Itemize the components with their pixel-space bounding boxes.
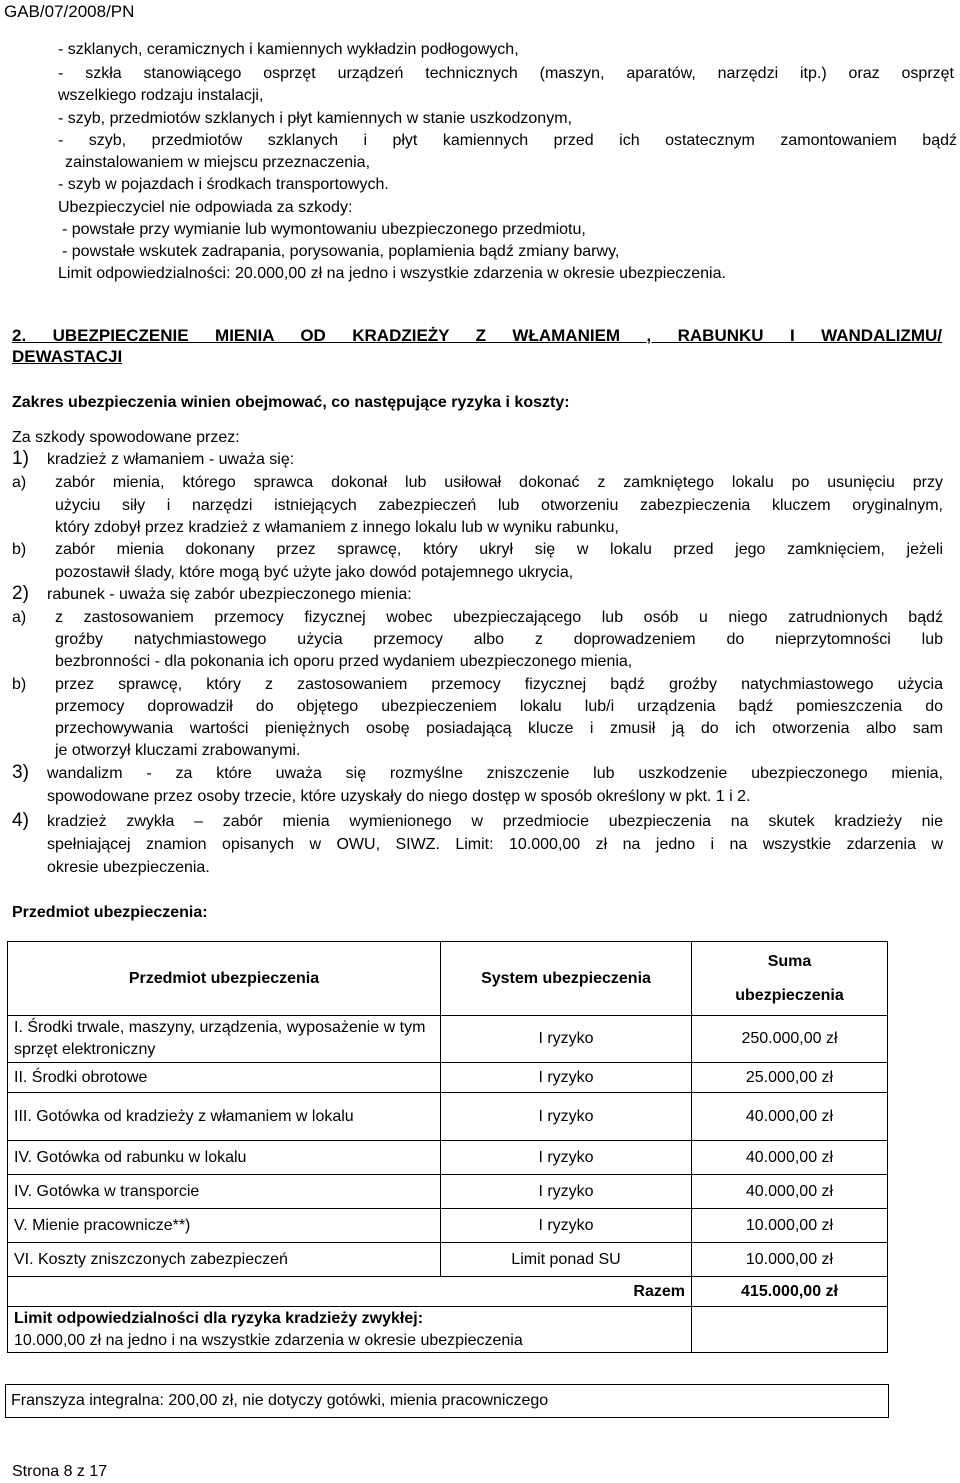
intro-line: zainstalowaniem w miejscu przeznaczenia, bbox=[65, 154, 371, 171]
sub-line: bezbronności - dla pokonania ich oporu przed wydaniem ubezpieczonego mienia, bbox=[55, 653, 633, 670]
row-system: I ryzyko bbox=[441, 1175, 692, 1209]
item-number: 1) bbox=[12, 448, 29, 469]
table-row bbox=[8, 1016, 888, 1063]
intro-line: - szyb, przedmiotów szklanych i płyt kamiennych przed ich ostatecznym zamontowaniem bądź bbox=[58, 132, 957, 149]
sub-letter: b) bbox=[12, 676, 27, 693]
sub-line: użyciu siły i narzędzi istniejących zabezpieczeń lub otworzeniu zabezpieczenia kluczem oryginalnym, bbox=[55, 497, 943, 514]
sub-line: je otworzył kluczami zrabowanymi. bbox=[55, 742, 301, 759]
sub-line: zabór mienia dokonany przez sprawcę, który ukrył się w lokalu przed jego zamknięciem, jeżeli bbox=[55, 541, 943, 558]
intro-line: - powstałe wskutek zadrapania, porysowania, poplamienia bądź zmiany barwy, bbox=[62, 243, 620, 260]
row-sum: 10.000,00 zł bbox=[692, 1243, 888, 1277]
total-value: 415.000,00 zł bbox=[692, 1277, 888, 1307]
intro-line: Ubezpieczyciel nie odpowiada za szkody: bbox=[58, 199, 353, 216]
page-number: Strona 8 z 17 bbox=[12, 1463, 108, 1480]
sub-letter: b) bbox=[12, 541, 27, 558]
table-row bbox=[8, 1209, 888, 1243]
table-total-row bbox=[8, 1277, 888, 1307]
intro-line: Limit odpowiedzialności: 20.000,00 zł na jedno i wszystkie zdarzenia w okresie ubezpieczenia. bbox=[58, 265, 726, 282]
row-item: V. Mienie pracownicze**) bbox=[8, 1209, 441, 1243]
header-sum bbox=[692, 942, 888, 1016]
table-row bbox=[8, 1175, 888, 1209]
sub-line: z zastosowaniem przemocy fizycznej wobec ubezpieczającego lub osób u niego zatrudnionych bądź bbox=[55, 609, 943, 626]
limit-empty-cell bbox=[692, 1307, 888, 1353]
header-item-text: Przedmiot ubezpieczenia bbox=[128, 969, 320, 987]
franchise-text: Franszyza integralna: 200,00 zł, nie dotyczy gotówki, mienia pracowniczego bbox=[11, 1392, 549, 1409]
row-system: I ryzyko bbox=[441, 1209, 692, 1243]
intro-line: wszelkiego rodzaju instalacji, bbox=[58, 87, 264, 104]
sub-line: przez sprawcę, który z zastosowaniem przemocy fizycznej bądź groźby natychmiastowego użycia bbox=[55, 676, 943, 693]
item-line: kradzież zwykła – zabór mienia wymienionego w przedmiocie ubezpieczenia na skutek kradzieży nie bbox=[47, 813, 943, 830]
row-system: Limit ponad SU bbox=[441, 1243, 692, 1277]
franchise-box bbox=[5, 1384, 889, 1418]
row-sum: 10.000,00 zł bbox=[692, 1209, 888, 1243]
row-sum: 25.000,00 zł bbox=[692, 1063, 888, 1093]
intro-line: - szyb w pojazdach i środkach transportowych. bbox=[58, 176, 389, 193]
row-item: IV. Gotówka w transporcie bbox=[8, 1175, 441, 1209]
limit-label: Limit odpowiedzialności dla ryzyka kradzieży zwykłej: bbox=[14, 1309, 424, 1327]
limit-value: 10.000,00 zł na jedno i na wszystkie zdarzenia w okresie ubezpieczenia bbox=[14, 1331, 523, 1349]
row-item: IV. Gotówka od rabunku w lokalu bbox=[8, 1141, 441, 1175]
insurance-table bbox=[7, 941, 888, 1353]
intro-line: - szkła stanowiącego osprzęt urządzeń technicznych (maszyn, aparatów, narzędzi itp.) oraz osprzęt bbox=[58, 65, 954, 82]
item-number: 2) bbox=[12, 583, 29, 604]
sub-letter: a) bbox=[12, 609, 27, 626]
item-title: rabunek - uważa się zabór ubezpieczonego mienia: bbox=[47, 586, 412, 603]
row-item: III. Gotówka od kradzieży z włamaniem w lokalu bbox=[8, 1093, 441, 1141]
total-label: Razem bbox=[8, 1277, 692, 1307]
row-item: I. Środki trwale, maszyny, urządzenia, wyposażenie w tym sprzęt elektroniczny bbox=[8, 1016, 441, 1063]
header-system bbox=[441, 942, 692, 1016]
header-sum-line1: Suma bbox=[767, 952, 812, 970]
table-row bbox=[8, 1141, 888, 1175]
sub-line: przemocy doprowadził do objętego ubezpieczeniem lokalu lub/i urządzenia bądź pomieszczenia do bbox=[55, 698, 943, 715]
intro-line: - powstałe przy wymianie lub wymontowaniu ubezpieczonego przedmiotu, bbox=[62, 221, 586, 238]
section-heading-cont: DEWASTACJI bbox=[12, 347, 123, 366]
row-sum: 40.000,00 zł bbox=[692, 1141, 888, 1175]
row-sum: 250.000,00 zł bbox=[692, 1016, 888, 1063]
row-sum: 40.000,00 zł bbox=[692, 1175, 888, 1209]
item-line: spełniającej znamion opisanych w OWU, SIWZ. Limit: 10.000,00 zł na jedno i na wszystkie zdarzenia w bbox=[47, 836, 943, 853]
row-item: VI. Koszty zniszczonych zabezpieczeń bbox=[8, 1243, 441, 1277]
table-header-row bbox=[8, 942, 888, 1016]
subject-heading: Przedmiot ubezpieczenia: bbox=[12, 904, 208, 921]
header-system-text: System ubezpieczenia bbox=[481, 969, 651, 987]
sub-line: zabór mienia, którego sprawca dokonał lub usiłował dokonać z zamkniętego lokalu po usunięciu przy bbox=[55, 474, 943, 491]
item-number: 3) bbox=[12, 762, 29, 783]
header-sum-line2: ubezpieczenia bbox=[735, 986, 844, 1004]
intro-line: - szklanych, ceramicznych i kamiennych wykładzin podłogowych, bbox=[58, 41, 519, 58]
scope-heading: Zakres ubezpieczenia winien obejmować, co następujące ryzyka i koszty: bbox=[12, 394, 570, 411]
item-line: okresie ubezpieczenia. bbox=[47, 859, 210, 876]
section-heading: 2. UBEZPIECZENIE MIENIA OD KRADZIEŻY Z WŁAMANIEM , RABUNKU I WANDALIZMU/ bbox=[12, 326, 942, 345]
sub-letter: a) bbox=[12, 474, 27, 491]
row-sum: 40.000,00 zł bbox=[692, 1093, 888, 1141]
table-limit-row bbox=[8, 1307, 888, 1353]
sub-line: przechowywania wartości pieniężnych osobę posiadającą klucze i zmusił ją do ich otworzenia albo sam bbox=[55, 720, 943, 737]
table-row bbox=[8, 1063, 888, 1093]
table-row bbox=[8, 1093, 888, 1141]
row-system: I ryzyko bbox=[441, 1093, 692, 1141]
sub-line: pozostawił ślady, które mogą być użyte jako dowód potajemnego ukrycia, bbox=[55, 564, 574, 581]
intro-line: - szyb, przedmiotów szklanych i płyt kamiennych w stanie uszkodzonym, bbox=[58, 110, 572, 127]
item-line: spowodowane przez osoby trzecie, które uzyskały do niego dostęp w sposób określony w pkt. 1 i 2. bbox=[47, 788, 751, 805]
item-title: kradzież z włamaniem - uważa się: bbox=[47, 451, 295, 468]
table-row bbox=[8, 1243, 888, 1277]
limit-cell bbox=[8, 1307, 692, 1353]
row-system: I ryzyko bbox=[441, 1141, 692, 1175]
sub-line: groźby natychmiastowego użycia przemocy albo z doprowadzeniem do nieprzytomności lub bbox=[55, 631, 943, 648]
document-id: GAB/07/2008/PN bbox=[4, 2, 135, 21]
sub-line: który zdobył przez kradzież z włamaniem z innego lokalu lub w wyniku rabunku, bbox=[55, 519, 619, 536]
row-system: I ryzyko bbox=[441, 1016, 692, 1063]
row-item: II. Środki obrotowe bbox=[8, 1063, 441, 1093]
header-item bbox=[8, 942, 441, 1016]
item-line: wandalizm - za które uważa się rozmyślne zniszczenie lub uszkodzenie ubezpieczonego mienia, bbox=[47, 765, 943, 782]
caused-by-label: Za szkody spowodowane przez: bbox=[12, 429, 240, 446]
item-number: 4) bbox=[12, 810, 29, 831]
row-system: I ryzyko bbox=[441, 1063, 692, 1093]
